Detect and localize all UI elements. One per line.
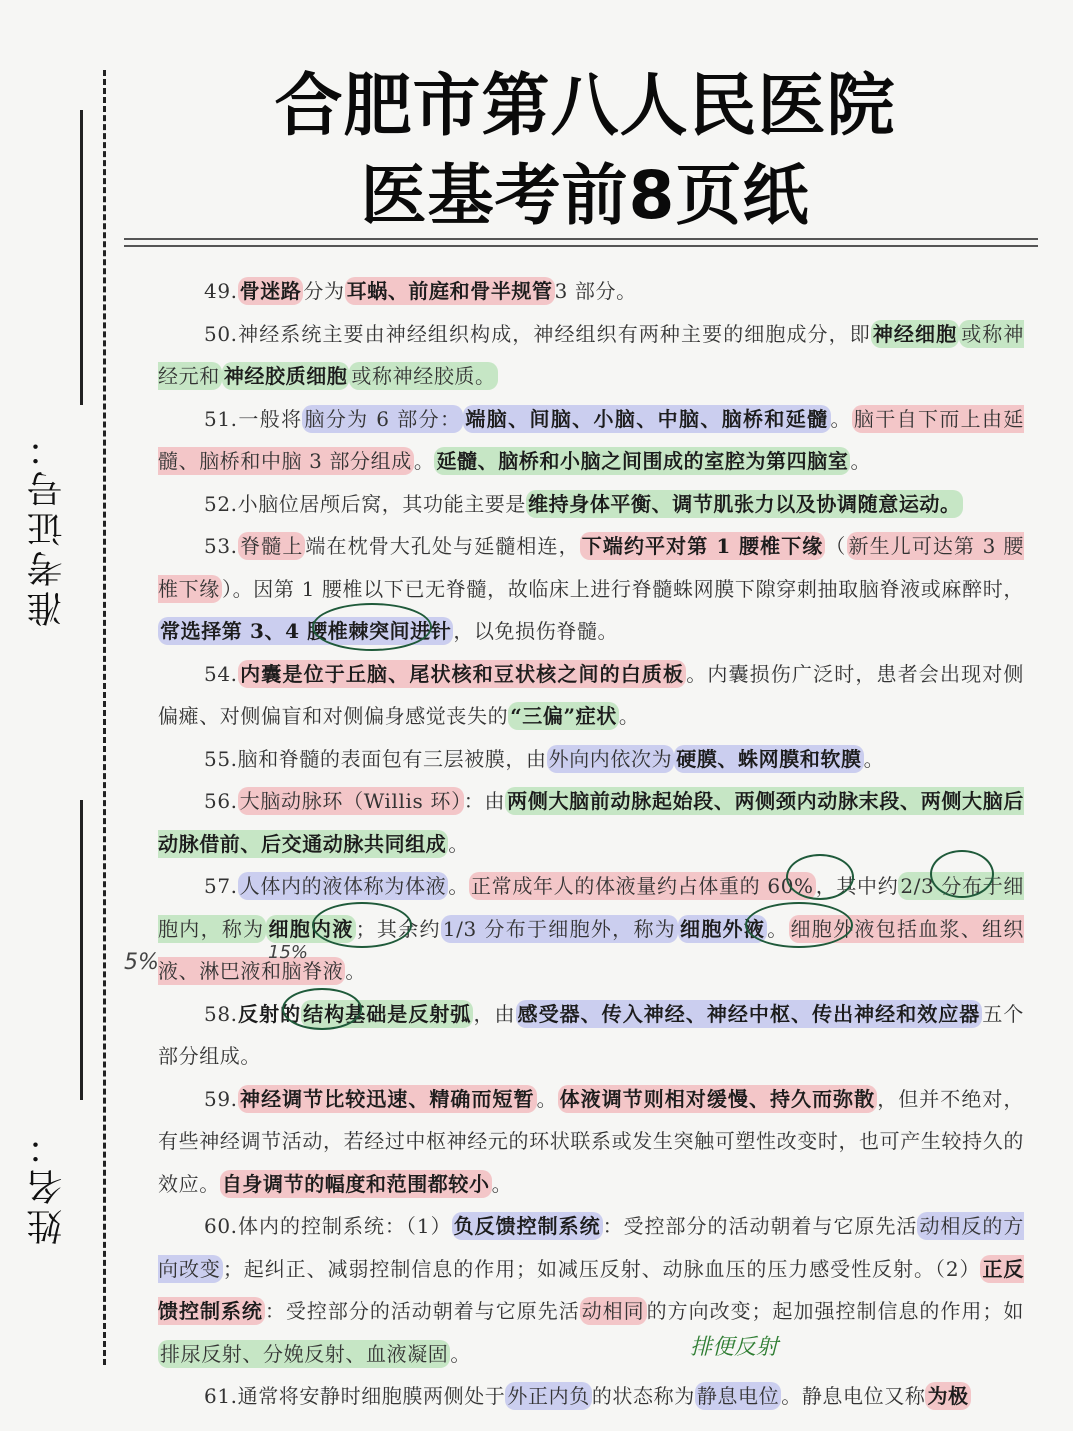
p53-hl4: 常选择第 3、4 腰椎棘突间进针 — [160, 619, 452, 643]
p56-hl2: 两侧大脑前动脉起始段、两侧颈内动脉末段、两侧大脑后动脉借前、后交通动脉共同组成 — [158, 789, 1024, 856]
p50-t1: 50.神经系统主要由神经组织构成，神经组织有两种主要的细胞成分，即 — [204, 321, 871, 346]
p53-hl1: 脊髓上 — [239, 534, 304, 558]
p57-num: 57. — [204, 874, 238, 898]
paragraph-60 — [158, 1205, 1024, 1375]
p54-hl2: “三偏”症状 — [510, 704, 617, 728]
p49-hl1: 骨迷路 — [239, 279, 302, 303]
paragraph-49 — [158, 270, 1024, 313]
paragraph-55 — [158, 738, 1024, 781]
p51-hl2: 端脑、间脑、小脑、中脑、脑桥和延髓 — [465, 406, 829, 431]
p61-t3: 。静息电位又称 — [781, 1384, 926, 1408]
header-rule-top — [124, 238, 1038, 240]
p59-t2: ，但并不绝对，有些神经调节活动，若经过中枢神经元的环状联系或发生突触可塑性改变时，也可产生较持久的效应。 — [158, 1086, 1025, 1196]
ink-note-defecation-reflex: 排便反射 — [690, 1335, 779, 1360]
p51-hl4: 延髓、脑桥和小脑之间围成的室腔为第四脑室 — [436, 449, 849, 473]
paragraph-51 — [158, 398, 1024, 483]
p54-hl1: 内囊是位于丘脑、尾状核和豆状核之间的白质板 — [239, 661, 685, 686]
p49-hl2: 耳蜗、前庭和骨半规管 — [346, 279, 553, 303]
p54-t2: 。 — [618, 704, 640, 728]
ink-circle-intracellular — [312, 902, 412, 948]
p60-t6: ：受控部分的活动朝着与它原先活 — [264, 1299, 580, 1323]
paragraph-61 — [158, 1375, 1024, 1418]
p57-hl4: 细胞内液 — [268, 916, 354, 941]
p55-hl1: 外向内依次为 — [548, 746, 673, 771]
p61-t1: 61.通常将安静时细胞膜两侧处于 — [204, 1384, 506, 1408]
p51-t3: 。 — [413, 449, 435, 473]
p58-num: 58. — [204, 1001, 238, 1026]
p60-hl2: 动相反的方向改变 — [158, 1214, 1025, 1281]
p60-t1: 60.体内的控制系统：（1） — [204, 1214, 452, 1238]
exam-id-label: 准考证号： — [27, 427, 68, 628]
p59-hl2: 体液调节则相对缓慢、持久而弥散 — [559, 1086, 876, 1111]
p50-t3: 或称神经胶质。 — [351, 364, 496, 388]
p52-t1: 52.小脑位居颅后窝，其功能主要是 — [204, 491, 527, 516]
p60-t7: 的方向改变；起加强控制信息的作用；如 — [646, 1299, 1024, 1323]
p53-t4: ，以免损伤脊髓。 — [453, 619, 619, 643]
p60-t8: 。 — [450, 1341, 472, 1366]
p53-hl3: 新生儿可达第 3 腰椎下缘 — [158, 534, 1024, 601]
p50-hl2: 神经胶质细胞 — [223, 364, 348, 388]
p57-hl3: 2/3 分布于细胞内，称为 — [158, 874, 1024, 941]
p57-t1: 。 — [448, 874, 470, 898]
p61-t2: 的状态称为 — [591, 1384, 695, 1408]
exam-id-fill-line — [80, 110, 83, 405]
paragraph-59 — [158, 1078, 1024, 1206]
p57-hl6: 细胞外液 — [680, 916, 766, 941]
paragraph-56 — [158, 780, 1024, 865]
p57-hl5: 1/3 分布于细胞外，称为 — [442, 916, 677, 941]
p56-num: 56. — [204, 789, 238, 813]
p60-hl4: 动相同 — [581, 1299, 645, 1323]
ink-circle-two-thirds — [930, 850, 994, 898]
ink-note-5-percent: 5% — [124, 950, 159, 975]
p53-t2: （ — [825, 534, 847, 558]
binding-dashed-line — [103, 70, 106, 1365]
p57-hl2: 正常成年人的体液量约占体重的 60% — [471, 874, 814, 898]
p58-t3: 五个部分组成。 — [158, 1001, 1024, 1068]
p58-t1: 反射的 — [237, 1001, 302, 1026]
ink-circle-structure — [282, 988, 362, 1030]
p60-t2: ：受控部分的活动朝着与它原先活 — [602, 1214, 918, 1238]
p49-num: 49. — [204, 279, 238, 303]
p55-t2: 。 — [863, 746, 885, 771]
p49-t2: 3 部分。 — [554, 279, 637, 303]
p60-t3: ；起纠正、减弱控制信息的作用；如 — [222, 1256, 558, 1281]
p57-t3: ；其余约 — [355, 916, 441, 941]
p58-hl2: 感受器、传入神经、神经中枢、传出神经和效应器 — [517, 1001, 981, 1026]
p55-t1: 55.脑和脊髓的表面包有三层被膜，由 — [204, 746, 547, 771]
p52-hl1: 维持身体平衡、调节肌张力以及协调随意运动。 — [528, 491, 961, 516]
p50-hl1: 神经细胞 — [872, 321, 958, 346]
paragraph-54 — [158, 653, 1024, 738]
header-rule-bottom — [124, 245, 1038, 247]
page-title-hospital: 合肥市第八人民医院 — [274, 67, 896, 146]
p60-t5: 。（2） — [913, 1256, 981, 1281]
p59-num: 59. — [204, 1086, 238, 1111]
p57-t5: 。 — [345, 959, 367, 983]
paragraph-52 — [158, 483, 1024, 526]
p49-t1: 分为 — [303, 279, 345, 303]
p59-hl1: 神经调节比较迅速、精确而短暂 — [239, 1086, 535, 1111]
p59-t1: 。 — [536, 1086, 558, 1111]
p57-hl1: 人体内的液体称为体液 — [239, 874, 447, 898]
p51-hl1: 脑分为 6 部分： — [304, 406, 462, 431]
p54-t1: 。内囊损伤广泛时，患者会出现对侧偏瘫、对侧偏盲和对侧偏身感觉丧失的 — [158, 661, 1024, 728]
name-fill-line — [80, 800, 83, 1100]
name-label: 姓名： — [27, 1125, 68, 1245]
p55-hl2: 硬膜、蛛网膜和软膜 — [676, 746, 862, 771]
p61-hl2: 静息电位 — [696, 1384, 780, 1408]
p56-hl1: 大脑动脉环（Willis 环） — [239, 789, 462, 813]
p59-hl3: 自身调节的幅度和范围都较小 — [221, 1171, 490, 1196]
ink-circle-lumbar — [312, 603, 432, 651]
ink-note-15-percent: 15% — [268, 942, 309, 963]
p51-t4: 。 — [850, 449, 872, 473]
p58-t2: ，由 — [473, 1001, 516, 1026]
p51-t1: 51.一般将 — [204, 406, 303, 431]
p53-num: 53. — [204, 534, 238, 558]
p57-t4: 。 — [767, 916, 789, 941]
paragraph-50 — [158, 313, 1024, 398]
p51-t2: 。 — [830, 406, 852, 431]
p60-hl1: 负反馈控制系统 — [453, 1214, 601, 1238]
p53-hl2: 下端约平对第 1 腰椎下缘 — [581, 534, 824, 558]
p57-hl7: 细胞外液包括血浆、组织液、淋巴液和脑脊液 — [158, 916, 1025, 983]
p56-t2: 。 — [448, 831, 470, 856]
p53-t3: ）。因第 1 腰椎以下已无脊髓，故临床上进行脊髓蛛网膜下隙穿刺抽取脑脊液或麻醉时， — [221, 576, 1024, 601]
p59-t3: 。 — [491, 1171, 513, 1196]
notes-body — [158, 270, 1024, 1418]
p50-t2: 或称神经元和 — [158, 321, 1025, 388]
p58-hl1: 结构基础是反射弧 — [303, 1001, 472, 1026]
page-title-subject: 医基考前8页纸 — [360, 157, 810, 234]
p57-t2: ，其中约 — [815, 874, 899, 898]
p60-hl3: 正反馈控制系统 — [158, 1256, 1024, 1323]
paragraph-57 — [158, 865, 1024, 993]
paragraph-53 — [158, 525, 1024, 653]
ink-circle-extracellular — [745, 902, 853, 948]
p54-num: 54. — [204, 661, 238, 686]
p61-hl3: 为极 — [927, 1384, 969, 1408]
p61-hl1: 外正内负 — [507, 1384, 590, 1408]
p56-t1: ：由 — [463, 789, 506, 813]
p51-hl3: 脑干自下而上由延髓、脑桥和中脑 3 部分组成 — [158, 406, 1024, 473]
ink-circle-60-percent — [786, 854, 854, 900]
p60-hl5: 排尿反射、分娩反射、血液凝固 — [160, 1341, 449, 1366]
p60-t4: 减压反射、动脉血压的压力感受性反射 — [557, 1256, 914, 1281]
p53-t1: 端在枕骨大孔处与延髓相连， — [305, 534, 580, 558]
